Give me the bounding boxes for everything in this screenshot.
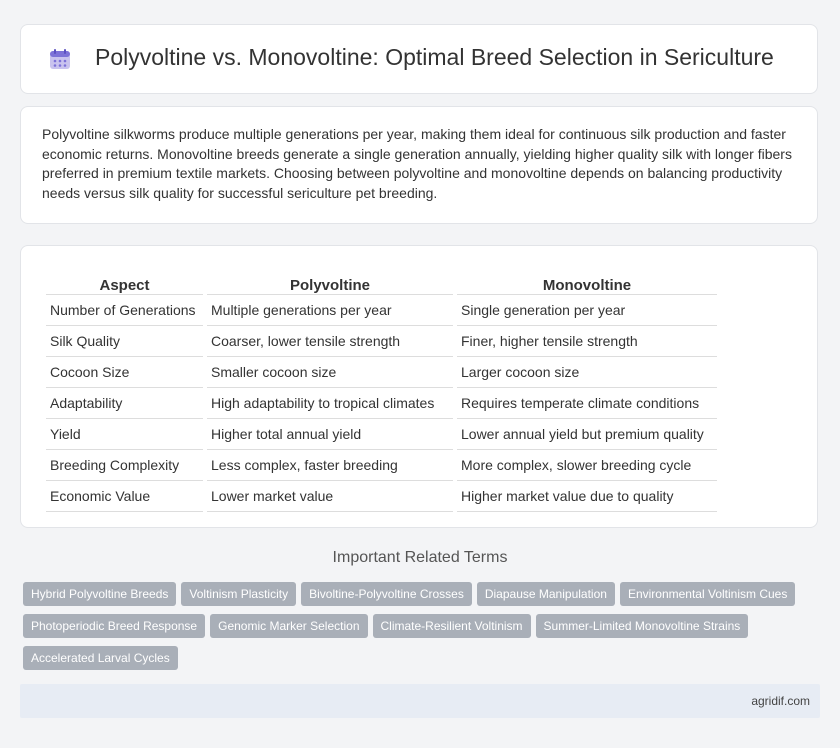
related-term-tag[interactable]: Climate-Resilient Voltinism bbox=[373, 614, 531, 638]
table-cell: Higher total annual yield bbox=[207, 419, 453, 450]
column-header-polyvoltine: Polyvoltine bbox=[207, 264, 453, 295]
table-row bbox=[46, 388, 717, 419]
related-term-tag[interactable]: Voltinism Plasticity bbox=[181, 582, 296, 606]
table-cell: Finer, higher tensile strength bbox=[457, 326, 717, 357]
page-title: Polyvoltine vs. Monovoltine: Optimal Breed Selection in Sericulture bbox=[95, 44, 774, 70]
comparison-table bbox=[42, 264, 721, 512]
table-cell: Economic Value bbox=[46, 481, 203, 512]
table-cell: Multiple generations per year bbox=[207, 295, 453, 326]
table-cell: Yield bbox=[46, 419, 203, 450]
table-cell: Breeding Complexity bbox=[46, 450, 203, 481]
related-terms-heading: Important Related Terms bbox=[332, 549, 508, 566]
table-row bbox=[46, 419, 717, 450]
table-cell: Cocoon Size bbox=[46, 357, 203, 388]
table-cell: Larger cocoon size bbox=[457, 357, 717, 388]
table-cell: More complex, slower breeding cycle bbox=[457, 450, 717, 481]
table-cell: Adaptability bbox=[46, 388, 203, 419]
intro-card bbox=[20, 106, 818, 224]
table-row bbox=[46, 481, 717, 512]
table-cell: Number of Generations bbox=[46, 295, 203, 326]
related-term-tag[interactable]: Photoperiodic Breed Response bbox=[23, 614, 205, 638]
related-term-tag[interactable]: Genomic Marker Selection bbox=[210, 614, 367, 638]
footer-site-link[interactable]: agridif.com bbox=[751, 694, 810, 708]
related-term-tag[interactable]: Summer-Limited Monovoltine Strains bbox=[536, 614, 749, 638]
comparison-card bbox=[20, 245, 818, 528]
column-header-monovoltine: Monovoltine bbox=[457, 264, 717, 295]
footer bbox=[20, 684, 820, 718]
table-cell: Lower market value bbox=[207, 481, 453, 512]
table-row bbox=[46, 450, 717, 481]
table-cell: High adaptability to tropical climates bbox=[207, 388, 453, 419]
table-row bbox=[46, 326, 717, 357]
table-header-row bbox=[46, 264, 717, 295]
table-row bbox=[46, 357, 717, 388]
table-row bbox=[46, 295, 717, 326]
related-terms-list bbox=[23, 582, 823, 678]
related-term-tag[interactable]: Diapause Manipulation bbox=[477, 582, 615, 606]
table-cell: Smaller cocoon size bbox=[207, 357, 453, 388]
table-cell: Requires temperate climate conditions bbox=[457, 388, 717, 419]
intro-text: Polyvoltine silkworms produce multiple generations per year, making them ideal for continuous silk production and faster economic returns. Monovoltine breeds generate a single generation annually, yielding higher quality silk with longer fibers preferred in premium textile markets. Choosing between polyvoltine and monovoltine depends on balancing productivity needs versus silk quality for successful sericulture pet breeding. bbox=[42, 126, 792, 201]
related-term-tag[interactable]: Environmental Voltinism Cues bbox=[620, 582, 795, 606]
related-term-tag[interactable]: Accelerated Larval Cycles bbox=[23, 646, 178, 670]
table-cell: Higher market value due to quality bbox=[457, 481, 717, 512]
header-card bbox=[20, 24, 818, 94]
calendar-icon bbox=[48, 47, 72, 71]
column-header-aspect: Aspect bbox=[46, 264, 203, 295]
related-term-tag[interactable]: Bivoltine-Polyvoltine Crosses bbox=[301, 582, 472, 606]
table-cell: Less complex, faster breeding bbox=[207, 450, 453, 481]
table-cell: Coarser, lower tensile strength bbox=[207, 326, 453, 357]
table-cell: Lower annual yield but premium quality bbox=[457, 419, 717, 450]
table-cell: Single generation per year bbox=[457, 295, 717, 326]
related-term-tag[interactable]: Hybrid Polyvoltine Breeds bbox=[23, 582, 176, 606]
table-cell: Silk Quality bbox=[46, 326, 203, 357]
